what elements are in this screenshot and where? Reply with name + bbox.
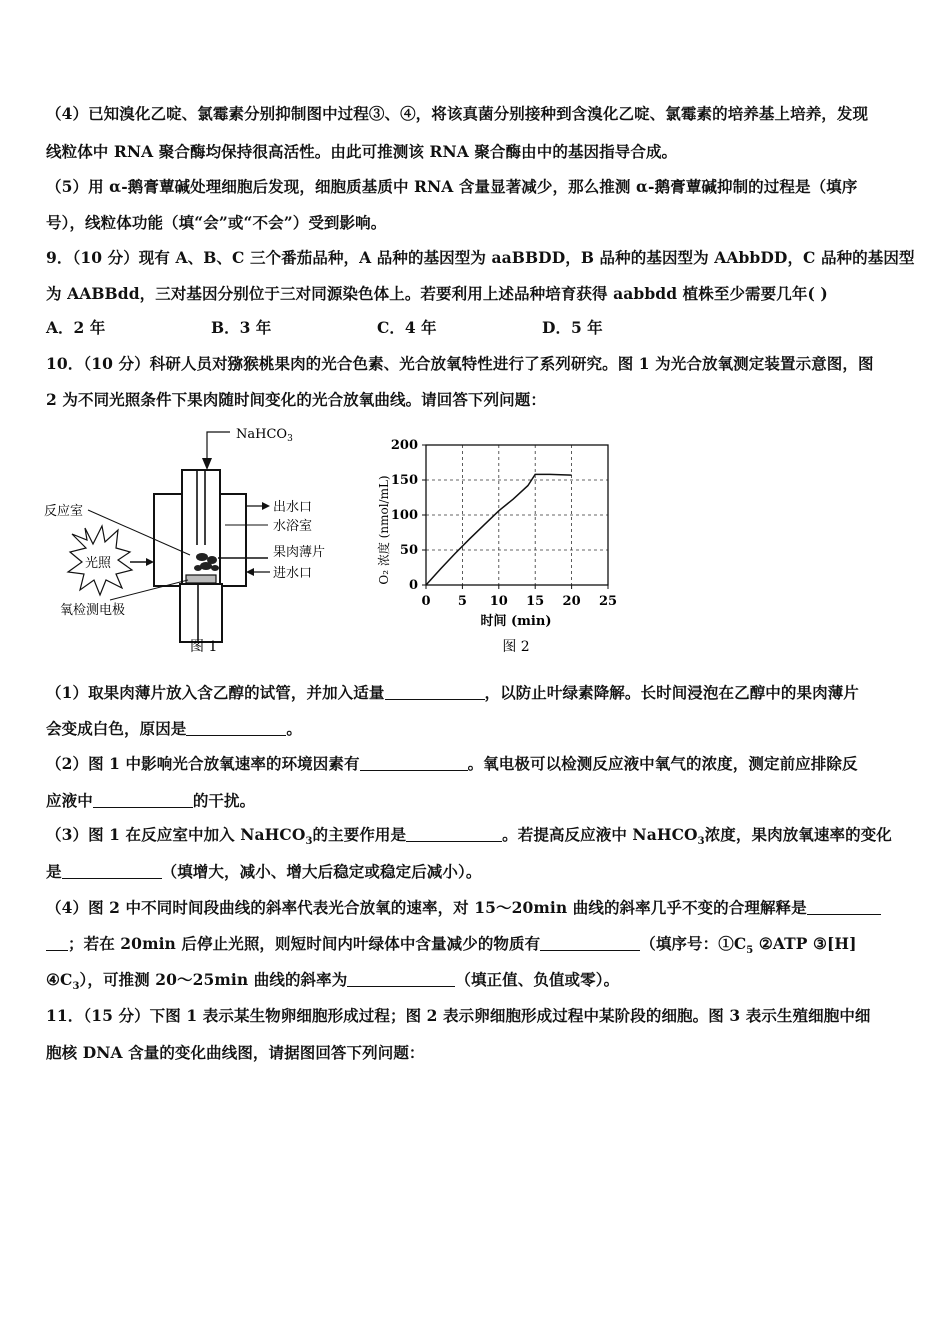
chart-y-axis-label: O₂ 浓度 (nmol/mL): [377, 475, 391, 585]
chart-tick-label-x-15: 15: [526, 594, 545, 609]
fig1-electrode: [186, 575, 216, 583]
chart-tick-labels: [391, 438, 617, 609]
chart-axes: [422, 445, 608, 589]
answer-blank-3-2[interactable]: [62, 863, 162, 879]
chart-x-axis-label: 时间 (min): [480, 614, 552, 629]
fig1-caption: 图 1: [190, 639, 218, 655]
q8-p4-line1: （4）已知溴化乙啶、氯霉素分别抑制图中过程③、④，将该真菌分别接种到含溴化乙啶、氯霉素的培养基上培养，发现: [46, 104, 869, 123]
chart-tick-label-x-10: 10: [489, 594, 508, 609]
q10-intro-line2: 2 为不同光照条件下果肉随时间变化的光合放氧曲线。请回答下列问题：: [46, 390, 546, 409]
q9-line1: 9．（10 分）现有 A、B、C 三个番茄品种，A 品种的基因型为 aaBBDD，B 品种的基因型为 AAbbDD，C 品种的基因型: [46, 248, 915, 267]
answer-blank-1-1[interactable]: [385, 684, 485, 700]
q10-p1-line1: （1）取果肉薄片放入含乙醇的试管，并加入适量 ，以防止叶绿素降解。长时间浸泡在乙醇中的果肉薄片: [46, 683, 859, 702]
q8-p5-line1: （5）用 α-鹅膏蕈碱处理细胞后发现，细胞质基质中 RNA 含量显著减少，那么推测 α-鹅膏蕈碱抑制的过程是（填序: [46, 177, 858, 196]
chart-tick-label-y-100: 100: [390, 508, 418, 523]
chart-tick-label-x-20: 20: [562, 594, 581, 609]
q8-p4-line2: 线粒体中 RNA 聚合酶均保持很高活性。由此可推测该 RNA 聚合酶由中的基因指导合成。: [46, 142, 678, 161]
fig1-label-light: 光照: [85, 556, 112, 571]
q11-line2: 胞核 DNA 含量的变化曲线图，请据图回答下列问题：: [46, 1043, 425, 1062]
answer-blank-2-1[interactable]: [360, 755, 468, 771]
answer-blank-3-1[interactable]: [406, 826, 502, 842]
chart-tick-label-y-200: 200: [390, 438, 418, 453]
fig1-label-nahco3: NaHCO$_3$: [236, 427, 293, 444]
q10-p4-line3: $④C_3$），可推测 20～25min 曲线的斜率为 （填正值、负值或零）。: [46, 970, 620, 993]
q10-p3-line1: （3）图 1 在反应室中加入 NaHCO$_3$的主要作用是 。若提高反应液中 NaHCO$_3$浓度，果肉放氧速率的变化: [46, 825, 892, 848]
chart-tick-label-y-0: 0: [408, 578, 418, 593]
q10-p2-line1: （2）图 1 中影响光合放氧速率的环境因素有 。氧电极可以检测反应液中氧气的浓度，测定前应排除反: [46, 754, 858, 773]
q9-option-b[interactable]: B．3 年: [211, 318, 272, 337]
q10-p2-line2: 应液中 的干扰。: [46, 791, 256, 810]
q11-line1: 11．（15 分）下图 1 表示某生物卵细胞形成过程；图 2 表示卵细胞形成过程中某阶段的细胞。图 3 表示生殖细胞中细: [46, 1006, 871, 1025]
q10-p3-line2: 是 （填增大，减小、增大后稳定或稳定后减小）。: [46, 862, 482, 881]
fig1-label-reaction-chamber: 反应室: [44, 504, 84, 519]
q9-option-d[interactable]: D．5 年: [542, 318, 603, 337]
chart-grid: [426, 445, 608, 585]
chart-tick-label-x-25: 25: [598, 594, 618, 609]
fig2-caption: 图 2: [502, 639, 530, 655]
q10-intro-line1: 10．（10 分）科研人员对猕猴桃果肉的光合色素、光合放氧特性进行了系列研究。图 1 为光合放氧测定装置示意图，图: [46, 354, 874, 373]
fig1-nahco3-arrow: [207, 432, 230, 462]
fig1-label-water-bath: 水浴室: [273, 519, 313, 534]
fig1-label-inlet: 进水口: [273, 566, 313, 581]
answer-blank-2-2[interactable]: [93, 792, 193, 808]
q9-option-c[interactable]: C．4 年: [377, 318, 437, 337]
chart-tick-label-x-5: 5: [457, 594, 467, 609]
q8-p5-line2: 号），线粒体功能（填“会”或“不会”）受到影响。: [46, 213, 387, 232]
fig1-electrode-stand: [180, 584, 222, 642]
chart-tick-label-y-50: 50: [399, 543, 418, 558]
fig1-label-electrode: 氧检测电极: [60, 603, 126, 618]
fig1-leader-electrode: [110, 580, 188, 600]
answer-blank-4-3[interactable]: [347, 971, 455, 987]
chart-tick-label-x-0: 0: [421, 594, 431, 609]
answer-blank-4-1-cont[interactable]: [46, 935, 68, 951]
chart-tick-label-y-150: 150: [390, 473, 418, 488]
figure-1-apparatus: [40, 420, 360, 660]
answer-blank-4-1[interactable]: [807, 899, 881, 915]
q10-p1-line2: 会变成白色，原因是 。: [46, 719, 303, 738]
q9-option-a[interactable]: A．2 年: [46, 318, 106, 337]
fig1-nahco3-arrowhead: [202, 458, 212, 470]
fig1-label-pulp: 果肉薄片: [273, 545, 326, 560]
figure-2-chart: [370, 425, 670, 660]
q10-p4-line1: （4）图 2 中不同时间段曲线的斜率代表光合放氧的速率，对 15～20min 曲线的斜率几乎不变的合理解释是: [46, 896, 881, 918]
q10-p4-line2: ；若在 20min 后停止光照，则短时间内叶绿体中含量减少的物质有 （填序号：$①C_5$ ②ATP ③[H]: [46, 932, 857, 956]
q9-line2: 为 AABBdd，三对基因分别位于三对同源染色体上。若要利用上述品种培育获得 aabbdd 植株至少需要几年( ): [46, 284, 828, 303]
fig1-label-outlet: 出水口: [273, 500, 313, 515]
answer-blank-4-2[interactable]: [540, 935, 640, 951]
answer-blank-1-2[interactable]: [186, 720, 286, 736]
